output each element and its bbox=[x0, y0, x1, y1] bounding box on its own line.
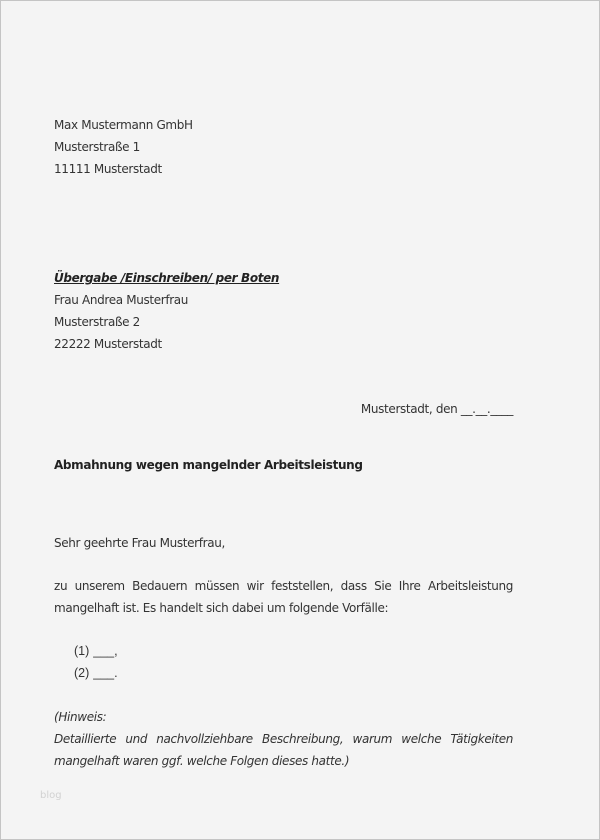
body-paragraph bbox=[54, 575, 513, 619]
date-line bbox=[361, 398, 513, 420]
hint-line-2: mangelhaft waren ggf. welche Folgen dieses hatte.) bbox=[54, 754, 350, 768]
recipient-address bbox=[54, 267, 279, 355]
incident-punct: . bbox=[114, 666, 118, 680]
hint-label: (Hinweis: bbox=[54, 710, 107, 724]
hint-line-1: Detaillierte und nachvollziehbare Beschreibung, warum welche Tätigkeiten bbox=[54, 732, 513, 746]
incident-number: (1) bbox=[74, 644, 90, 658]
watermark: blog bbox=[40, 790, 62, 801]
incident-blank: ___ bbox=[93, 644, 115, 658]
recipient-name: Frau Andrea Musterfrau bbox=[54, 293, 189, 307]
date-prefix: Musterstadt, den bbox=[360, 402, 461, 416]
incident-list bbox=[74, 640, 118, 684]
recipient-city: 22222 Musterstadt bbox=[54, 337, 162, 351]
date-placeholder: __.__.____ bbox=[460, 402, 513, 416]
incident-item bbox=[74, 640, 118, 662]
sender-street: Musterstraße 1 bbox=[54, 140, 140, 154]
sender-address bbox=[54, 114, 193, 180]
sender-city: 11111 Musterstadt bbox=[54, 162, 162, 176]
incident-blank: ___ bbox=[93, 666, 115, 680]
body-line-2: mangelhaft ist. Es handelt sich dabei um folgende Vorfälle: bbox=[54, 601, 389, 615]
sender-company: Max Mustermann GmbH bbox=[54, 118, 193, 132]
incident-punct: , bbox=[114, 644, 118, 658]
body-line-1: zu unserem Bedauern müssen wir feststellen, dass Sie Ihre Arbeitsleistung bbox=[54, 579, 513, 593]
hint-note bbox=[54, 706, 513, 772]
letter-subject: Abmahnung wegen mangelnder Arbeitsleistung bbox=[54, 458, 363, 472]
incident-item bbox=[74, 662, 118, 684]
delivery-method: Übergabe /Einschreiben/ per Boten bbox=[54, 271, 280, 285]
incident-number: (2) bbox=[74, 666, 90, 680]
recipient-street: Musterstraße 2 bbox=[54, 315, 140, 329]
salutation: Sehr geehrte Frau Musterfrau, bbox=[54, 536, 225, 550]
